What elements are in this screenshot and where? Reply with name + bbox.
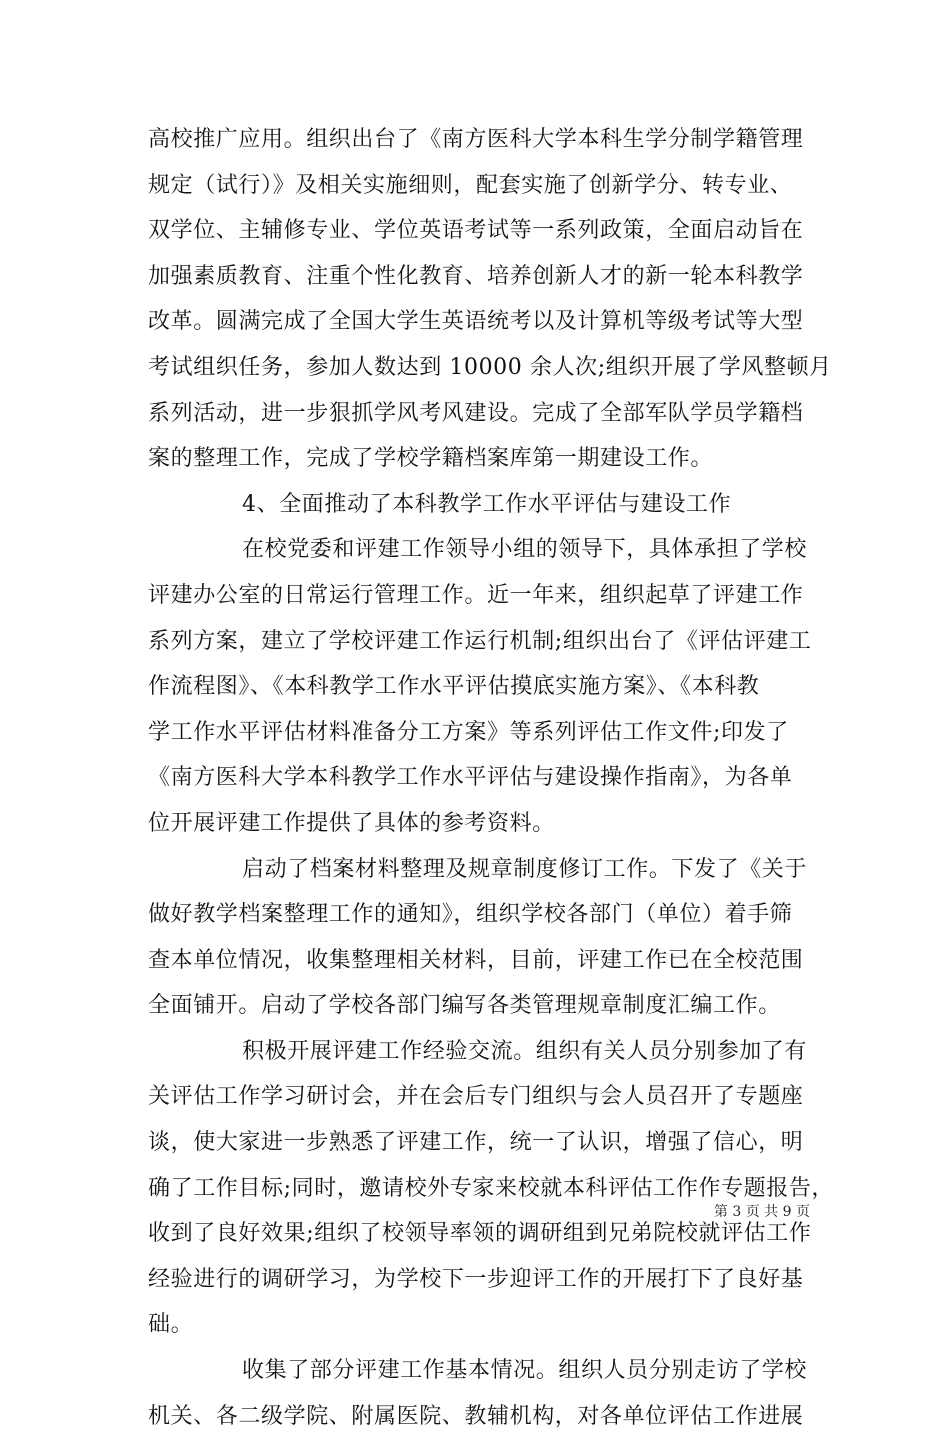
text-line: 规定（试行）》及相关实施细则，配套实施了创新学分、转专业、 [148, 172, 793, 198]
text-line: 确了工作目标;同时，邀请校外专家来校就本科评估工作作专题报告， [148, 1175, 835, 1201]
paragraph-first-line: 启动了档案材料整理及规章制度修订工作。下发了《关于 [242, 856, 808, 882]
text-line: 查本单位情况，收集整理相关材料，目前，评建工作已在全校范围 [148, 947, 804, 973]
text-line: 系列活动，进一步狠抓学风考风建设。完成了全部军队学员学籍档 [148, 400, 804, 426]
text-line: 双学位、主辅修专业、学位英语考试等一系列政策，全面启动旨在 [148, 218, 804, 244]
text-line: 高校推广应用。组织出台了《南方医科大学本科生学分制学籍管理 [148, 127, 804, 152]
text-line: 改革。圆满完成了全国大学生英语统考以及计算机等级考试等大型 [148, 309, 804, 335]
text-line: 做好教学档案整理工作的通知》，组织学校各部门（单位）着手筛 [148, 902, 793, 928]
text-line: 经验进行的调研学习，为学校下一步迎评工作的开展打下了良好基 [148, 1266, 804, 1292]
text-line: 础。 [148, 1312, 194, 1338]
text-line: 谈，使大家进一步熟悉了评建工作，统一了认识，增强了信心，明 [148, 1130, 804, 1156]
text-line: 机关、各二级学院、附属医院、教辅机构，对各单位评估工作进展 [148, 1403, 804, 1429]
text-line: 系列方案，建立了学校评建工作运行机制;组织出台了《评估评建工 [148, 628, 812, 654]
text-line: 全面铺开。启动了学校各部门编写各类管理规章制度汇编工作。 [148, 993, 781, 1019]
paragraph-first-line: 在校党委和评建工作领导小组的领导下，具体承担了学校 [242, 537, 808, 563]
section-heading: 4、全面推动了本科教学工作水平评估与建设工作 [242, 491, 732, 517]
text-line: 《南方医科大学本科教学工作水平评估与建设操作指南》，为各单 [148, 765, 793, 791]
text-line: 考试组织任务，参加人数达到 10000 余人次;组织开展了学风整顿月 [148, 354, 832, 380]
text-line: 案的整理工作，完成了学校学籍档案库第一期建设工作。 [148, 446, 714, 472]
text-line: 学工作水平评估材料准备分工方案》等系列评估工作文件;印发了 [148, 719, 789, 745]
body-text [148, 117, 835, 1439]
text-line: 评建办公室的日常运行管理工作。近一年来，组织起草了评建工作 [148, 582, 804, 608]
text-line: 关评估工作学习研讨会，并在会后专门组织与会人员召开了专题座 [148, 1084, 804, 1110]
paragraph-first-line: 积极开展评建工作经验交流。组织有关人员分别参加了有 [242, 1038, 808, 1064]
paragraph-first-line: 收集了部分评建工作基本情况。组织人员分别走访了学校 [242, 1358, 808, 1384]
page-number: 第 3 页 共 9 页 [713, 1204, 810, 1220]
text-line: 加强素质教育、注重个性化教育、培养创新人才的新一轮本科教学 [148, 263, 804, 289]
text-line: 收到了良好效果;组织了校领导率领的调研组到兄弟院校就评估工作 [148, 1221, 812, 1247]
text-line: 作流程图》、《本科教学工作水平评估摸底实施方案》、《本科教 [148, 674, 760, 700]
text-line: 位开展评建工作提供了具体的参考资料。 [148, 810, 555, 836]
